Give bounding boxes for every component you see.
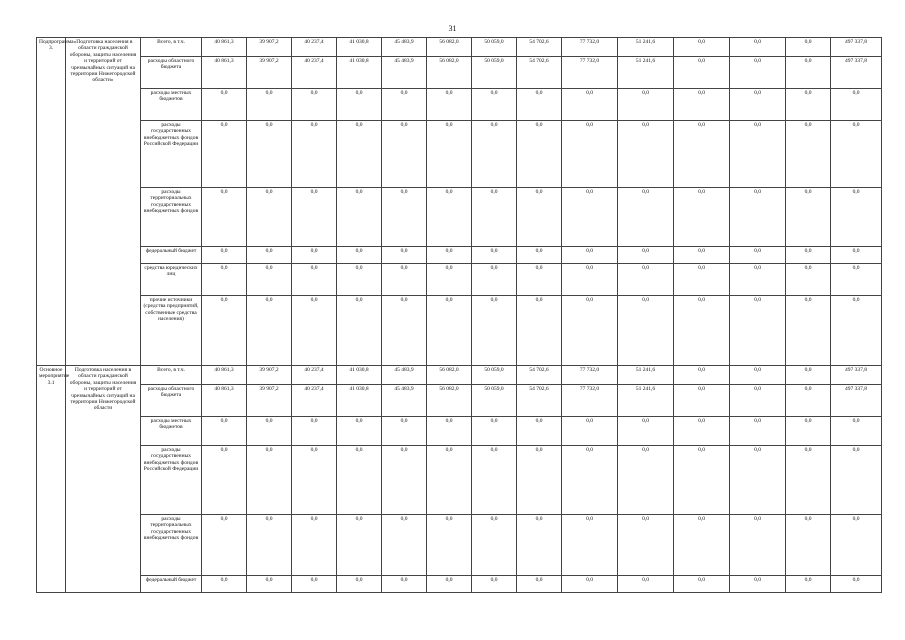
year-value-cell: 0,0 [427,89,472,121]
year-value-cell: 0,0 [730,89,786,121]
total-value-cell: 497 337,8 [831,57,882,89]
year-value-cell: 0,0 [337,576,382,593]
total-value-cell: 0,0 [831,188,882,247]
year-value-cell: 41 030,8 [337,57,382,89]
total-value-cell: 497 337,8 [831,366,882,385]
year-value-cell: 0,0 [517,264,562,296]
year-value-cell: 54 702,6 [517,366,562,385]
year-value-cell: 0,0 [786,57,831,89]
year-value-cell: 40 861,3 [202,385,247,417]
year-value-cell: 39 907,2 [247,57,292,89]
year-value-cell: 56 082,0 [427,57,472,89]
year-value-cell: 54 702,6 [517,57,562,89]
year-value-cell: 41 030,8 [337,366,382,385]
year-value-cell: 0,0 [618,576,674,593]
year-value-cell: 0,0 [562,188,618,247]
funding-source: Всего, в т.ч. [141,366,202,385]
year-value-cell: 0,0 [247,296,292,366]
table-row [37,247,882,264]
year-value-cell: 45 483,9 [382,366,427,385]
year-value-cell: 77 732,0 [562,57,618,89]
year-value-cell: 0,0 [202,247,247,264]
year-value-cell: 0,0 [674,89,730,121]
total-value-cell: 497 337,8 [831,385,882,417]
year-value-cell: 56 082,0 [427,38,472,57]
year-value-cell: 0,0 [674,515,730,576]
year-value-cell: 0,0 [618,247,674,264]
year-value-cell: 0,0 [247,89,292,121]
funding-source: федеральный бюджет [141,576,202,593]
year-value-cell: 0,0 [730,247,786,264]
funding-source: расходы территориальных государственных внебюджетных фондов [141,188,202,247]
year-value-cell: 0,0 [427,247,472,264]
year-value-cell: 0,0 [730,38,786,57]
year-value-cell: 40 237,4 [292,57,337,89]
year-value-cell: 0,0 [786,576,831,593]
year-value-cell: 0,0 [472,417,517,446]
total-value-cell: 0,0 [831,121,882,188]
year-value-cell: 0,0 [730,366,786,385]
table-row [37,576,882,593]
year-value-cell: 0,0 [292,188,337,247]
year-value-cell: 0,0 [247,515,292,576]
year-value-cell: 0,0 [382,296,427,366]
year-value-cell: 0,0 [247,417,292,446]
table-row [37,296,882,366]
year-value-cell: 0,0 [292,446,337,515]
year-value-cell: 0,0 [292,264,337,296]
year-value-cell: 0,0 [382,576,427,593]
funding-source: прочие источники (средства предприятий, собственные средства населения) [141,296,202,366]
funding-source: расходы областного бюджета [141,57,202,89]
year-value-cell: 0,0 [472,515,517,576]
year-value-cell: 0,0 [202,264,247,296]
total-value-cell: 0,0 [831,247,882,264]
year-value-cell: 54 702,6 [517,38,562,57]
year-value-cell: 0,0 [337,296,382,366]
year-value-cell: 0,0 [786,366,831,385]
year-value-cell: 0,0 [517,89,562,121]
year-value-cell: 0,0 [337,515,382,576]
year-value-cell: 0,0 [472,89,517,121]
year-value-cell: 54 702,6 [517,385,562,417]
year-value-cell: 0,0 [562,296,618,366]
year-value-cell: 0,0 [674,576,730,593]
year-value-cell: 0,0 [337,264,382,296]
year-value-cell: 0,0 [337,247,382,264]
year-value-cell: 0,0 [427,446,472,515]
year-value-cell: 0,0 [786,296,831,366]
year-value-cell: 0,0 [730,446,786,515]
year-value-cell: 0,0 [618,446,674,515]
year-value-cell: 0,0 [517,446,562,515]
year-value-cell: 0,0 [730,417,786,446]
year-value-cell: 0,0 [517,296,562,366]
year-value-cell: 0,0 [674,188,730,247]
funding-source: Всего, в т.ч. [141,38,202,57]
year-value-cell: 0,0 [674,296,730,366]
year-value-cell: 51 241,6 [618,366,674,385]
table-row [37,121,882,188]
year-value-cell: 0,0 [618,515,674,576]
year-value-cell: 0,0 [786,247,831,264]
year-value-cell: 0,0 [292,417,337,446]
year-value-cell: 0,0 [674,366,730,385]
year-value-cell: 0,0 [618,188,674,247]
year-value-cell: 0,0 [247,264,292,296]
year-value-cell: 0,0 [618,121,674,188]
total-value-cell: 0,0 [831,417,882,446]
table-row [37,188,882,247]
year-value-cell: 0,0 [517,515,562,576]
year-value-cell: 0,0 [674,247,730,264]
table-row [37,57,882,89]
program-code: Подпрограмма 3. [37,38,66,366]
total-value-cell: 0,0 [831,264,882,296]
year-value-cell: 0,0 [382,446,427,515]
year-value-cell: 0,0 [472,264,517,296]
year-value-cell: 0,0 [427,296,472,366]
table-row [37,417,882,446]
total-value-cell: 0,0 [831,89,882,121]
table-row [37,366,882,385]
year-value-cell: 0,0 [292,515,337,576]
table-row [37,38,882,57]
year-value-cell: 0,0 [674,38,730,57]
funding-source: расходы местных бюджетов [141,89,202,121]
year-value-cell: 0,0 [730,296,786,366]
year-value-cell: 0,0 [292,121,337,188]
year-value-cell: 0,0 [786,446,831,515]
year-value-cell: 0,0 [517,188,562,247]
year-value-cell: 0,0 [562,576,618,593]
year-value-cell: 0,0 [427,188,472,247]
year-value-cell: 0,0 [730,576,786,593]
year-value-cell: 0,0 [337,446,382,515]
year-value-cell: 0,0 [247,121,292,188]
year-value-cell: 0,0 [618,89,674,121]
total-value-cell: 0,0 [831,576,882,593]
year-value-cell: 0,0 [618,264,674,296]
funding-source: расходы территориальных государственных внебюджетных фондов [141,515,202,576]
table-row [37,264,882,296]
year-value-cell: 0,0 [786,121,831,188]
page-number: 31 [448,24,457,33]
year-value-cell: 39 907,2 [247,366,292,385]
year-value-cell: 0,0 [337,417,382,446]
year-value-cell: 51 241,6 [618,385,674,417]
year-value-cell: 0,0 [517,576,562,593]
year-value-cell: 0,0 [247,446,292,515]
year-value-cell: 0,0 [562,417,618,446]
year-value-cell: 45 483,9 [382,38,427,57]
table-row [37,515,882,576]
year-value-cell: 0,0 [472,247,517,264]
program-code: Основное мероприятие 3.1 [37,366,66,593]
funding-source: расходы областного бюджета [141,385,202,417]
year-value-cell: 56 082,0 [427,385,472,417]
year-value-cell: 0,0 [202,121,247,188]
year-value-cell: 0,0 [382,121,427,188]
year-value-cell: 0,0 [562,247,618,264]
year-value-cell: 0,0 [674,57,730,89]
year-value-cell: 77 732,0 [562,385,618,417]
year-value-cell: 0,0 [730,264,786,296]
year-value-cell: 0,0 [730,385,786,417]
year-value-cell: 51 241,6 [618,38,674,57]
year-value-cell: 0,0 [472,188,517,247]
year-value-cell: 40 237,4 [292,38,337,57]
year-value-cell: 0,0 [786,264,831,296]
year-value-cell: 0,0 [562,264,618,296]
year-value-cell: 0,0 [674,446,730,515]
year-value-cell: 50 059,0 [472,57,517,89]
year-value-cell: 0,0 [427,515,472,576]
year-value-cell: 0,0 [202,89,247,121]
year-value-cell: 0,0 [786,385,831,417]
year-value-cell: 0,0 [786,188,831,247]
program-name: Подготовка населения в области гражданской обороны, защиты населения и территорий от чрезвычайных ситуаций на территории Нижегородской области [66,366,141,593]
year-value-cell: 0,0 [517,121,562,188]
year-value-cell: 50 059,0 [472,385,517,417]
table-row [37,89,882,121]
year-value-cell: 0,0 [247,247,292,264]
year-value-cell: 0,0 [674,121,730,188]
year-value-cell: 50 059,0 [472,366,517,385]
year-value-cell: 0,0 [382,417,427,446]
year-value-cell: 0,0 [562,515,618,576]
year-value-cell: 0,0 [730,121,786,188]
funding-source: расходы государственных внебюджетных фондов Российской Федерации [141,446,202,515]
total-value-cell: 0,0 [831,515,882,576]
year-value-cell: 0,0 [674,417,730,446]
total-value-cell: 497 337,8 [831,38,882,57]
funding-source: расходы местных бюджетов [141,417,202,446]
year-value-cell: 51 241,6 [618,57,674,89]
year-value-cell: 0,0 [292,576,337,593]
table-row [37,446,882,515]
budget-table [36,37,882,593]
year-value-cell: 0,0 [382,515,427,576]
year-value-cell: 0,0 [292,89,337,121]
year-value-cell: 0,0 [730,188,786,247]
year-value-cell: 0,0 [202,446,247,515]
year-value-cell: 0,0 [517,417,562,446]
year-value-cell: 0,0 [472,576,517,593]
year-value-cell: 40 861,3 [202,57,247,89]
year-value-cell: 0,0 [730,57,786,89]
total-value-cell: 0,0 [831,446,882,515]
year-value-cell: 0,0 [427,417,472,446]
funding-source: средства юридических лиц [141,264,202,296]
year-value-cell: 45 483,9 [382,385,427,417]
year-value-cell: 0,0 [562,446,618,515]
year-value-cell: 0,0 [472,446,517,515]
year-value-cell: 0,0 [562,89,618,121]
year-value-cell: 0,0 [427,264,472,296]
year-value-cell: 50 059,0 [472,38,517,57]
year-value-cell: 0,0 [472,121,517,188]
year-value-cell: 40 861,3 [202,366,247,385]
year-value-cell: 0,0 [517,247,562,264]
year-value-cell: 0,0 [337,121,382,188]
year-value-cell: 0,0 [202,188,247,247]
year-value-cell: 0,0 [292,296,337,366]
funding-source: расходы государственных внебюджетных фондов Российской Федерации [141,121,202,188]
year-value-cell: 56 082,0 [427,366,472,385]
year-value-cell: 41 030,8 [337,38,382,57]
year-value-cell: 0,0 [247,576,292,593]
year-value-cell: 0,0 [427,576,472,593]
year-value-cell: 0,0 [202,576,247,593]
year-value-cell: 0,0 [674,385,730,417]
year-value-cell: 0,0 [427,121,472,188]
year-value-cell: 0,0 [382,89,427,121]
year-value-cell: 0,0 [337,188,382,247]
year-value-cell: 0,0 [202,296,247,366]
year-value-cell: 0,0 [674,264,730,296]
year-value-cell: 0,0 [337,89,382,121]
year-value-cell: 0,0 [202,515,247,576]
year-value-cell: 0,0 [786,417,831,446]
year-value-cell: 0,0 [292,247,337,264]
table-row [37,385,882,417]
year-value-cell: 0,0 [618,296,674,366]
year-value-cell: 77 732,0 [562,38,618,57]
year-value-cell: 0,0 [618,417,674,446]
year-value-cell: 41 030,8 [337,385,382,417]
year-value-cell: 39 907,2 [247,385,292,417]
year-value-cell: 0,0 [786,515,831,576]
year-value-cell: 0,0 [730,515,786,576]
year-value-cell: 0,0 [472,296,517,366]
funding-source: федеральный бюджет [141,247,202,264]
year-value-cell: 40 237,4 [292,385,337,417]
year-value-cell: 45 483,9 [382,57,427,89]
year-value-cell: 0,0 [382,264,427,296]
year-value-cell: 0,0 [382,247,427,264]
year-value-cell: 0,0 [382,188,427,247]
year-value-cell: 0,0 [247,188,292,247]
year-value-cell: 40 237,4 [292,366,337,385]
program-name: «Подготовка населения в области гражданской обороны, защиты населения и территорий от чрезвычайных ситуаций на территории Нижегородской области» [66,38,141,366]
total-value-cell: 0,0 [831,296,882,366]
year-value-cell: 0,0 [786,38,831,57]
year-value-cell: 39 907,2 [247,38,292,57]
year-value-cell: 77 732,0 [562,366,618,385]
year-value-cell: 0,0 [202,417,247,446]
year-value-cell: 0,0 [786,89,831,121]
year-value-cell: 0,0 [562,121,618,188]
year-value-cell: 40 861,3 [202,38,247,57]
